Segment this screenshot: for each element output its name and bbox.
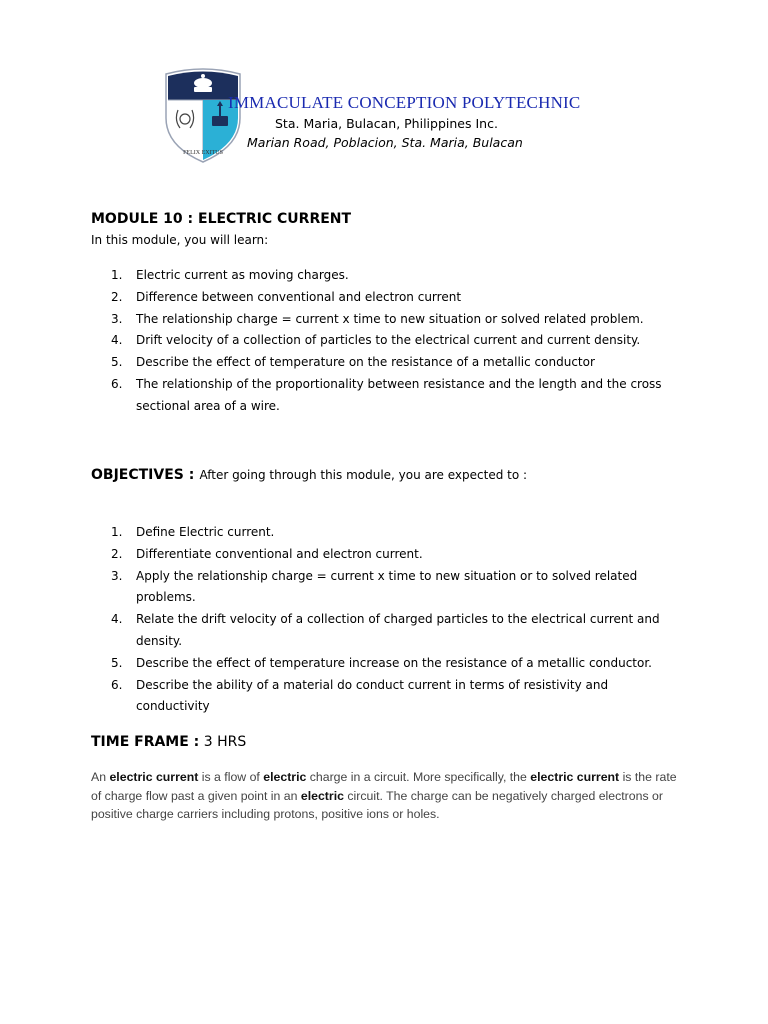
list-item [91,352,681,374]
list-text: Apply the relationship charge = current x time to new situation or to solved related problems. [136,568,638,605]
list-item [91,330,681,352]
list-text: Describe the effect of temperature on the resistance of a metallic conductor [136,355,595,370]
paragraph-bold: electric current [530,770,620,784]
time-frame-value: 3 HRS [203,734,247,750]
paragraph-text: An [91,770,110,784]
list-item [91,653,681,675]
objectives-intro: After going through this module, you are expected to : [199,468,528,482]
list-number: 2. [111,289,123,304]
list-text: The relationship of the proportionality between resistance and the length and the cross sectional area of a wire. [136,376,662,413]
list-item [91,287,681,309]
module-title: MODULE 10 : ELECTRIC CURRENT [91,211,352,227]
list-item [91,309,681,331]
list-number: 4. [111,333,123,348]
school-name: IMMACULATE CONCEPTION POLYTECHNIC [228,93,581,112]
objectives-heading [91,464,527,483]
list-number: 5. [111,655,123,670]
list-number: 6. [111,677,123,692]
list-item [91,566,681,610]
list-number: 3. [111,311,123,326]
list-number: 5. [111,355,123,370]
time-frame [91,734,246,750]
paragraph-bold: electric current [109,770,199,784]
list-item [91,609,681,653]
list-text: Differentiate conventional and electron current. [136,546,423,561]
objectives-list [91,522,681,718]
list-text: Difference between conventional and electron current [136,289,462,304]
address-line-1: Sta. Maria, Bulacan, Philippines Inc. [275,116,498,131]
list-item [91,265,681,287]
list-text: Electric current as moving charges. [136,268,349,282]
list-text: Relate the drift velocity of a collection of charged particles to the electrical current and density. [136,612,660,648]
list-item [91,522,681,544]
list-number: 2. [111,546,123,561]
objectives-label: OBJECTIVES : [91,467,195,483]
paragraph-text: charge in a circuit. More specifically, the [306,770,531,784]
list-text: The relationship charge = current x time to new situation or solved related problem. [136,311,644,326]
list-number: 4. [111,612,123,627]
list-text: Describe the ability of a material do conduct current in terms of resistivity and conductivity [136,677,609,714]
list-number: 3. [111,568,123,583]
list-item [91,675,681,719]
list-item [91,544,681,566]
module-intro: In this module, you will learn: [91,233,269,247]
paragraph-text: is the rate of charge flow past a given point in an [91,770,677,803]
paragraph-text: is a flow of [198,770,264,784]
paragraph-bold: electric [300,788,344,803]
logo-motto: FELIX EXITUS [183,150,223,156]
time-frame-label: TIME FRAME : [91,734,200,750]
list-text: Define Electric current. [136,525,275,539]
address-line-2: Marian Road, Poblacion, Sta. Maria, Bulacan [247,135,523,150]
list-text: Drift velocity of a collection of particles to the electrical current and current density. [136,333,641,348]
list-text: Describe the effect of temperature increase on the resistance of a metallic conductor. [136,655,652,670]
list-number: 6. [111,376,123,391]
paragraph-bold: electric [263,770,307,784]
list-item [91,374,681,418]
school-logo [162,66,244,164]
paragraph-text: circuit. The charge can be negatively charged electrons or positive charge carriers including protons, positive ions or holes. [91,788,663,821]
list-number: 1. [111,525,123,539]
list-number: 1. [111,268,123,282]
definition-paragraph [91,768,681,824]
learning-list [91,265,681,418]
